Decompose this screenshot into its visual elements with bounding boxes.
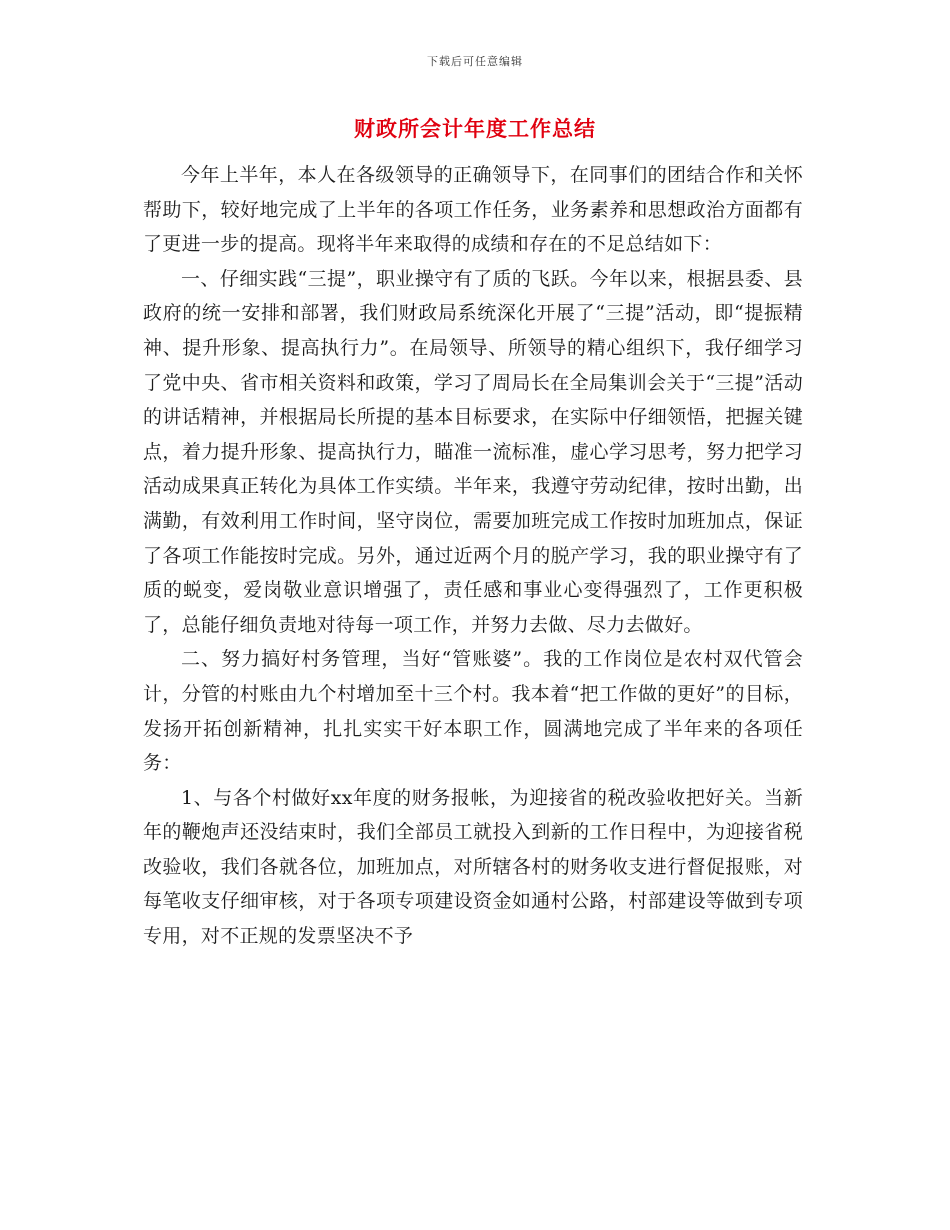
paragraph-intro: 今年上半年，本人在各级领导的正确领导下，在同事们的团结合作和关怀帮助下，较好地完成了上半年的各项工作任务，业务素养和思想政治方面都有了更进一步的提高。现将半年来取得的成绩和存在的不足总结如下：: [143, 164, 803, 256]
document-body: [143, 158, 803, 954]
document-title: 财政所会计年度工作总结: [354, 117, 596, 141]
paragraph-item-one: 1、与各个村做好xx年度的财务报帐，为迎接省的税改验收把好关。当新年的鞭炮声还没结束时，我们全部员工就投入到新的工作日程中，为迎接省税改验收，我们各就各位，加班加点，对所辖各村的财务收支进行督促报账，对每笔收支仔细审核，对于各项专项建设资金如通村公路，村部建设等做到专项专用，对不正规的发票坚决不予: [143, 786, 803, 948]
paragraph-section-one: 一、仔细实践“三提”，职业操守有了质的飞跃。今年以来，根据县委、县政府的统一安排和部署，我们财政局系统深化开展了“三提”活动，即“提振精神、提升形象、提高执行力”。在局领导、所领导的精心组织下，我仔细学习了党中央、省市相关资料和政策，学习了周局长在全局集训会关于“三提”活动的讲话精神，并根据局长所提的基本目标要求，在实际中仔细领悟，把握关键点，着力提升形象、提高执行力，瞄准一流标准，虚心学习思考，努力把学习活动成果真正转化为具体工作实绩。半年来，我遵守劳动纪律，按时出勤，出满勤，有效利用工作时间，坚守岗位，需要加班完成工作按时加班加点，保证了各项工作能按时完成。另外，通过近两个月的脱产学习，我的职业操守有了质的蜕变，爱岗敬业意识增强了，责任感和事业心变得强烈了，工作更积极了，总能仔细负责地对待每一项工作，并努力去做、尽力去做好。: [143, 267, 803, 636]
header-note: 下载后可任意编辑: [427, 55, 523, 68]
paragraph-section-two: 二、努力搞好村务管理，当好“管账婆”。我的工作岗位是农村双代管会计，分管的村账由九个村增加至十三个村。我本着“把工作做的更好”的目标，发扬开拓创新精神，扎扎实实干好本职工作，圆满地完成了半年来的各项任务：: [143, 648, 803, 775]
